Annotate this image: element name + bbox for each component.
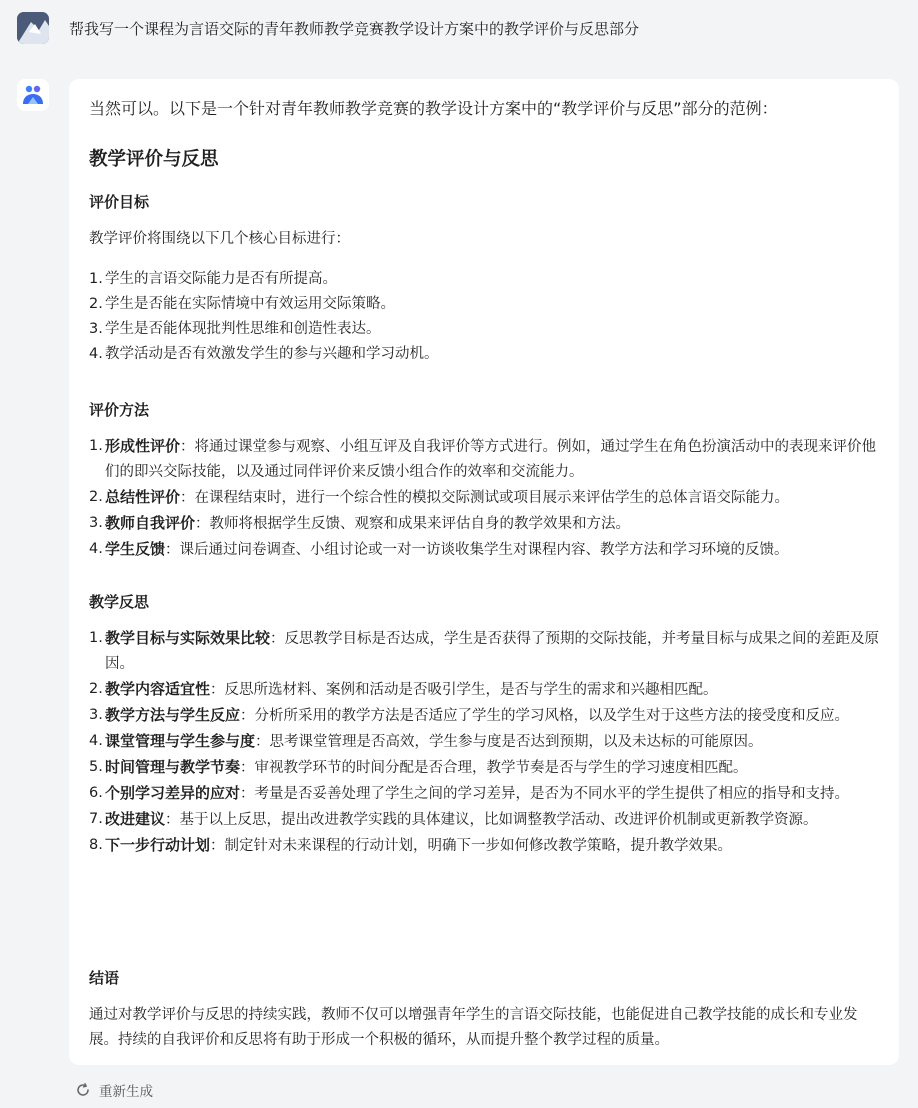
goals-list	[89, 267, 879, 367]
conclusion-heading: 结语	[89, 969, 120, 987]
assistant-response-card	[69, 79, 899, 1065]
list-item: 2. 总结性评价：在课程结束时，进行一个综合性的模拟交际测试或项目展示来评估学生的总体言语交际能力。	[89, 488, 790, 506]
list-item: 4. 学生反馈：课后通过问卷调查、小组讨论或一对一访谈收集学生对课程内容、教学方法和学习环境的反馈。	[89, 540, 789, 558]
list-item: 2. 学生是否能在实际情境中有效运用交际策略。	[89, 296, 395, 312]
conclusion-text: 通过对教学评价与反思的持续实践，教师不仅可以增强青年学生的言语交际技能，也能促进自己教学技能的成长和专业发展。持续的自我评价和反思将有助于形成一个积极的循环，从而提升整个教学过程的质量。	[89, 1007, 858, 1048]
list-item: 3. 教学方法与学生反应：分析所采用的教学方法是否适应了学生的学习风格，以及学生对于这些方法的接受度和反应。	[89, 706, 850, 724]
list-item: 4. 课堂管理与学生参与度：思考课堂管理是否高效，学生参与度是否达到预期，以及未达标的可能原因。	[89, 732, 763, 750]
list-item: 6. 个别学习差异的应对：考量是否妥善处理了学生之间的学习差异，是否为不同水平的学生提供了相应的指导和支持。	[89, 784, 850, 802]
list-item: 3. 教师自我评价：教师将根据学生反馈、观察和成果来评估自身的教学效果和方法。	[89, 514, 631, 532]
assistant-logo-icon	[20, 82, 46, 108]
intro-text: 当然可以。以下是一个针对青年教师教学竞赛的教学设计方案中的“教学评价与反思”部分的范例：	[89, 99, 778, 118]
reflection-heading: 教学反思	[89, 593, 150, 611]
assistant-avatar	[17, 79, 49, 111]
list-item: 8. 下一步行动计划：制定针对未来课程的行动计划，明确下一步如何修改教学策略，提升教学效果。	[89, 836, 733, 854]
user-message-text: 帮我写一个课程为言语交际的青年教师教学竞赛教学设计方案中的教学评价与反思部分	[69, 19, 640, 38]
user-avatar[interactable]	[17, 12, 49, 44]
list-item: 7. 改进建议：基于以上反思，提出改进教学实践的具体建议，比如调整教学活动、改进评价机制或更新教学资源。	[89, 810, 818, 828]
methods-heading: 评价方法	[89, 401, 150, 419]
regenerate-button[interactable]	[75, 1080, 153, 1100]
refresh-icon	[75, 1082, 91, 1098]
goals-lead: 教学评价将围绕以下几个核心目标进行：	[89, 231, 350, 247]
list-item: 1. 学生的言语交际能力是否有所提高。	[89, 271, 337, 287]
goals-heading: 评价目标	[89, 193, 150, 211]
user-message-row	[17, 12, 898, 44]
regenerate-label: 重新生成	[99, 1084, 153, 1100]
list-item: 2. 教学内容适宜性：反思所选材料、案例和活动是否吸引学生，是否与学生的需求和兴趣相匹配。	[89, 680, 718, 698]
list-item: 3. 学生是否能体现批判性思维和创造性表达。	[89, 321, 381, 337]
list-item: 1. 形成性评价：将通过课堂参与观察、小组互评及自我评价等方式进行。例如，通过学生在角色扮演活动中的表现来评价他们的即兴交际技能，以及通过同伴评价来反馈小组合作的效率和交流能力。	[89, 437, 877, 480]
reflection-list	[89, 626, 879, 859]
list-item: 1. 教学目标与实际效果比较：反思教学目标是否达成，学生是否获得了预期的交际技能，并考量目标与成果之间的差距及原因。	[89, 629, 880, 672]
list-item: 5. 时间管理与教学节奏：审视教学环节的时间分配是否合理，教学节奏是否与学生的学习速度相匹配。	[89, 758, 748, 776]
methods-list	[89, 434, 879, 563]
list-item: 4. 教学活动是否有效激发学生的参与兴趣和学习动机。	[89, 346, 439, 362]
response-title: 教学评价与反思	[89, 149, 219, 170]
